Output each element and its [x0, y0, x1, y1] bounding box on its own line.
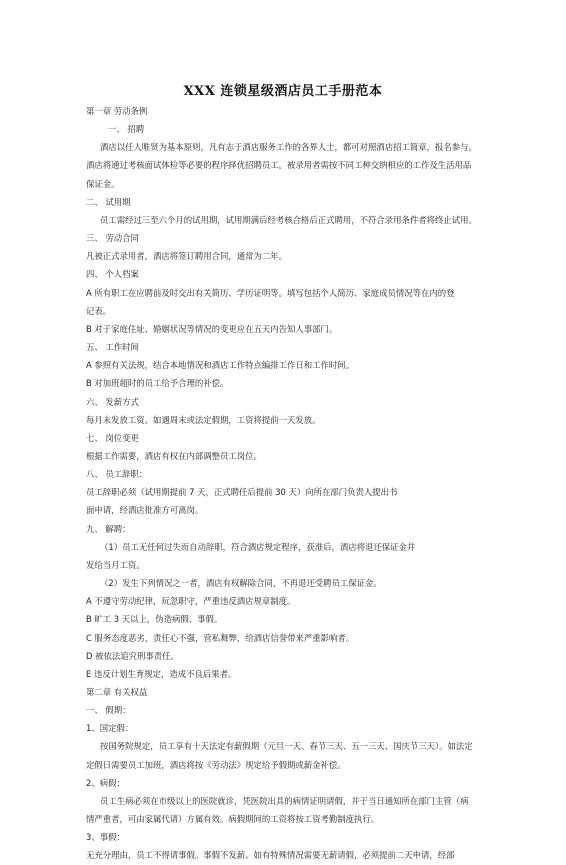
- text-line: A 所有职工在应聘前及时交出有关简历、学历证明等。填写包括个人简历、家庭成员情况等在内的登: [86, 287, 455, 298]
- text-line: 记表。: [86, 305, 112, 316]
- text-line: 七、 岗位变更: [86, 432, 139, 443]
- text-line: B 旷工 3 天以上，伪造病假、事假。: [86, 614, 223, 625]
- text-line: 员工需经过三至六个月的试用期，试用期满后经考核合格后正式聘用，不符合录用条件者将终止试用。: [100, 214, 477, 225]
- text-line: 2、病假：: [86, 777, 125, 788]
- text-line: 无充分理由，员工不得请事假。事假不发薪。如有特殊情况需要无薪请假，必须提前二天申请，经部: [86, 850, 455, 861]
- text-line: 根据工作需要，酒店有权在内部调整员工岗位。: [86, 450, 262, 461]
- document-body: [86, 102, 496, 865]
- text-line: 按国务院规定，员工享有十天法定有薪假期（元旦一天、春节三天、五一三天、国庆节三天）。如法定: [100, 741, 473, 752]
- text-line: 二、 试用期: [86, 196, 131, 207]
- text-line: 五、 工作时间: [86, 342, 139, 353]
- text-line: D 被依法追究刑事责任。: [86, 650, 179, 661]
- text-line: 一、 假期：: [86, 705, 131, 716]
- text-line: 第一章 劳动条例: [86, 106, 148, 116]
- text-line: （2）发生下列情况之一者，酒店有权解除合同，不再退还受聘员工保证金。: [100, 578, 382, 589]
- document-title: XXX 连锁星级酒店员工手册范本: [183, 84, 383, 99]
- text-line: 1、国定假：: [86, 723, 134, 734]
- text-line: 保证金。: [86, 178, 120, 189]
- text-line: C 服务态度恶劣，责任心不强，营私舞弊，给酒店信誉带来严重影响者。: [86, 632, 355, 643]
- text-line: 每月末发放工资。如遇周末或法定假期，工资将提前一天发放。: [86, 414, 321, 425]
- text-line: 定假日需要员工加班，酒店将按《劳动法》规定给予假期或薪金补偿。: [86, 759, 346, 770]
- text-line: 凡被正式录用者，酒店将签订聘用合同，通常为二年。: [86, 251, 287, 262]
- text-line: 员工辞职必须（试用期提前 7 天，正式聘任后提前 30 天）向所在部门负责人提出书: [86, 487, 398, 498]
- text-line: A 不遵守劳动纪律，玩忽职守，严重违反酒店规章制度。: [86, 596, 296, 607]
- text-line: 一、 招聘: [108, 124, 145, 135]
- text-line: A 参照有关法规，结合本地情况和酒店工作特点编排工作日和工作时间。: [86, 360, 355, 371]
- text-line: 四、 个人档案: [86, 269, 139, 280]
- text-line: 员工生病必须在市级以上的医院就诊，凭医院出具的病情证明请假，并于当日通知所在部门主管（病: [100, 795, 469, 806]
- text-line: 九、 解聘：: [86, 523, 131, 534]
- text-line: 3、事假：: [86, 832, 125, 843]
- text-line: 三、 劳动合同: [86, 233, 139, 244]
- text-line: 发给当月工资。: [86, 559, 145, 570]
- text-line: B 对加班超时的员工给予合理的补偿。: [86, 378, 229, 389]
- text-line: 酒店将通过考核面试体检等必要的程序择优招聘员工。被录用者需按不同工种交纳相应的工作及生活用品: [86, 160, 472, 171]
- text-line: 酒店以任人唯贤为基本原则，凡有志于酒店服务工作的各界人士，都可对照酒店招工简章，报名参与。: [100, 142, 477, 153]
- text-line: 六、 发薪方式: [86, 396, 139, 407]
- text-line: 八、 员工辞职：: [86, 469, 148, 480]
- text-line: 面申请，经酒店批准方可离岗。: [86, 505, 204, 516]
- text-line: B 对于家庭住址、婚姻状况等情况的变更应在五天内告知人事部门。: [86, 323, 338, 334]
- text-line: 第二章 有关权益: [86, 687, 148, 697]
- text-line: 情严重者，可由家属代请）方属有效。病假期间的工资将按工资考勤制度执行。: [86, 814, 380, 825]
- text-line: （1）员工无任何过失而自动辞职，符合酒店规定程序，获准后，酒店将退还保证金并: [100, 541, 416, 552]
- text-line: E 违反计划生育规定，造成不良后果者。: [86, 668, 237, 679]
